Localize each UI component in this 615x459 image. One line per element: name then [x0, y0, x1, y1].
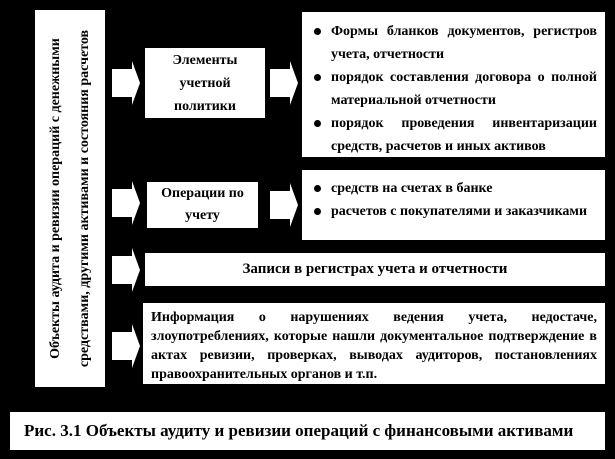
policy-details-box [302, 12, 605, 157]
arrow-head [132, 324, 140, 368]
list-item: средств на счетах в банке [312, 177, 597, 200]
accounting-policy-elements-label: Элементы учетной политики [172, 52, 238, 114]
arrow-right-icon [270, 183, 298, 227]
arrow-body [270, 69, 290, 97]
arrow-body [112, 69, 132, 97]
figure-caption: Рис. 3.1 Объекты аудиту и ревизии операций с финансовыми активами [24, 421, 574, 440]
arrow-right-icon [112, 61, 140, 105]
arrow-head [290, 183, 298, 227]
operations-details-box [302, 170, 605, 240]
arrow-body [270, 191, 290, 219]
arrow-body [112, 189, 132, 217]
information-box [143, 303, 605, 384]
list-item: Формы бланков документов, регистров учета, отчетности [312, 20, 597, 66]
arrow-head [132, 181, 140, 225]
list-item: расчетов с покупателями и заказчиками [312, 200, 597, 223]
arrow-right-icon [112, 181, 140, 225]
information-text: Информация о нарушениях ведения учета, недостаче, злоупотреблениях, которые нашли документальное подтверждение в актах ревизии, проверках, выводах аудиторов, постановлениях правоохранительных органов и т.п. [151, 310, 597, 382]
operations-details-list [312, 177, 597, 223]
arrow-head [132, 61, 140, 105]
policy-details-list [312, 20, 597, 157]
left-vertical-label [35, 10, 105, 387]
records-box [145, 253, 605, 286]
accounting-operations-label: Операции по учету [161, 186, 244, 223]
accounting-operations-box [147, 182, 258, 228]
arrow-head [290, 61, 298, 105]
arrow-right-icon [112, 324, 140, 368]
arrow-head [132, 248, 140, 292]
arrow-body [112, 256, 132, 284]
left-vertical-box [35, 10, 105, 387]
arrow-body [112, 332, 132, 360]
arrow-right-icon [270, 61, 298, 105]
figure-caption-box [10, 412, 605, 450]
left-vertical-label-line2: средствами, другими активами и состояния расчетов [77, 29, 92, 368]
records-label: Записи в регистрах учета и отчетности [242, 261, 508, 277]
accounting-policy-elements-box [145, 48, 265, 118]
list-item: порядок составления договора о полной материальной отчетности [312, 66, 597, 112]
left-vertical-label-line1: Объекты аудита и ревизии операций с денежными [48, 38, 63, 359]
list-item: порядок проведения инвентаризации средств, расчетов и иных активов [312, 112, 597, 157]
arrow-right-icon [112, 248, 140, 292]
